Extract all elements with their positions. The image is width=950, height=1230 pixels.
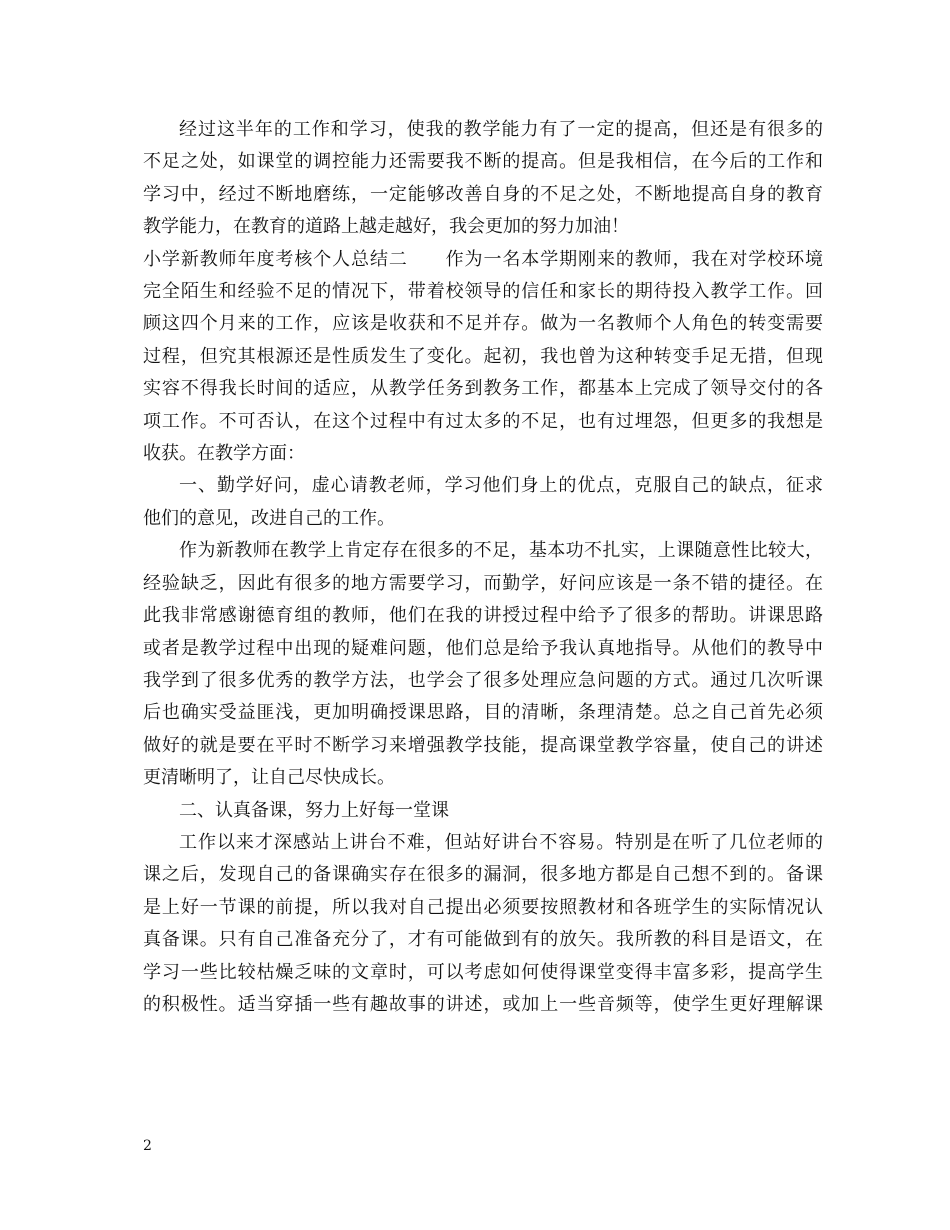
text-line: 一、勤学好问，虚心请教老师，学习他们身上的优点，克服自己的缺点，征求 bbox=[179, 475, 823, 497]
text-line: 课之后，发现自己的备课确实存在很多的漏洞，很多地方都是自己想不到的。备课 bbox=[143, 864, 823, 886]
text-line: 或者是教学过程中出现的疑难问题，他们总是给予我认真地指导。从他们的教导中 bbox=[143, 637, 823, 659]
text-line: 学习一些比较枯燥乏味的文章时，可以考虑如何使得课堂变得丰富多彩，提高学生 bbox=[143, 961, 823, 983]
text-line: 收获。在教学方面： bbox=[143, 443, 305, 465]
text-line: 经过这半年的工作和学习，使我的教学能力有了一定的提高，但还是有很多的 bbox=[179, 119, 823, 140]
text-line: 工作以来才深感站上讲台不难，但站好讲台不容易。特别是在听了几位老师的 bbox=[179, 831, 823, 853]
text-line: 经验缺乏，因此有很多的地方需要学习，而勤学，好问应该是一条不错的捷径。在 bbox=[143, 572, 823, 594]
text-line: 后也确实受益匪浅，更加明确授课思路，目的清晰，条理清楚。总之自己首先必须 bbox=[143, 702, 823, 724]
text-line: 的积极性。适当穿插一些有趣故事的讲述，或加上一些音频等，使学生更好理解课 bbox=[143, 993, 823, 1015]
paragraph bbox=[143, 795, 823, 827]
text-line: 顾这四个月来的工作，应该是收获和不足并存。做为一名教师个人角色的转变需要 bbox=[143, 313, 823, 335]
text-line: 项工作。不可否认，在这个过程中有过太多的不足，也有过埋怨，但更多的我想是 bbox=[143, 410, 823, 432]
paragraph bbox=[143, 535, 823, 794]
text-line: 实容不得我长时间的适应，从教学任务到教务工作，都基本上完成了领导交付的各 bbox=[143, 378, 823, 400]
text-line: 作为新教师在教学上肯定存在很多的不足，基本功不扎实，上课随意性比较大， bbox=[179, 540, 823, 562]
text-line: 过程，但究其根源还是性质发生了变化。起初，我也曾为这种转变手足无措，但现 bbox=[143, 345, 823, 367]
text-line: 此我非常感谢德育组的教师，他们在我的讲授过程中给予了很多的帮助。讲课思路 bbox=[143, 605, 823, 627]
text-line: 真备课。只有自己准备充分了，才有可能做到有的放矢。我所教的科目是语文，在 bbox=[143, 929, 823, 951]
text-line: 小学新教师年度考核个人总结二 作为一名本学期刚来的教师，我在对学校环境 bbox=[143, 248, 823, 270]
text-line: 学习中，经过不断地磨练，一定能够改善自身的不足之处，不断地提高自身的教育 bbox=[143, 183, 823, 205]
text-line: 我学到了很多优秀的教学方法，也学会了很多处理应急问题的方式。通过几次听课 bbox=[143, 669, 823, 691]
text-line: 做好的就是要在平时不断学习来增强教学技能，提高课堂教学容量，使自己的讲述 bbox=[143, 734, 823, 756]
text-line: 他们的意见，改进自己的工作。 bbox=[143, 507, 395, 529]
paragraph bbox=[143, 244, 823, 471]
page-number: 2 bbox=[143, 1138, 152, 1154]
text-line: 更清晰明了，让自己尽快成长。 bbox=[143, 767, 395, 789]
text-line: 二、认真备课，努力上好每一堂课 bbox=[179, 799, 449, 821]
text-line: 是上好一节课的前提，所以我对自己提出必须要按照教材和各班学生的实际情况认 bbox=[143, 896, 823, 918]
text-line: 完全陌生和经验不足的情况下，带着校领导的信任和家长的期待投入教学工作。回 bbox=[143, 281, 823, 303]
paragraph bbox=[143, 827, 823, 1021]
text-line: 教学能力，在教育的道路上越走越好，我会更加的努力加油！ bbox=[143, 216, 629, 238]
paragraph bbox=[143, 470, 823, 535]
paragraph bbox=[143, 114, 823, 244]
text-line: 不足之处，如课堂的调控能力还需要我不断的提高。但是我相信，在今后的工作和 bbox=[143, 151, 823, 173]
document-body bbox=[143, 114, 823, 1021]
